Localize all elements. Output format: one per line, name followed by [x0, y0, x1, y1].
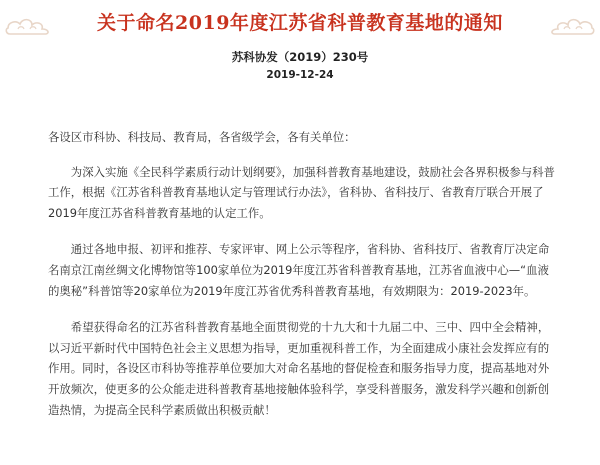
document-date: 2019-12-24 — [266, 69, 334, 81]
body-paragraph-1: 为深入实施《全民科学素质行动计划纲要》，加强科普教育基地建设，鼓励社会各界积极参与科普工作，根据《江苏省科普教育基地认定与管理试行办法》，省科协、省科技厅、省教育厅联合开展了2019年度江苏省科普教育基地的认定工作。 — [48, 164, 555, 220]
salutation: 各设区市科协、科技局、教育局，各省级学会，各有关单位： — [48, 130, 356, 144]
notice-body — [48, 127, 558, 436]
document-number: 苏科协发（2019）230号 — [231, 50, 369, 64]
cloud-ornament-icon — [544, 12, 596, 36]
body-paragraph-2: 通过各地申报、初评和推荐、专家评审、网上公示等程序，省科协、省科技厅、省教育厅决定命名南京江南丝绸文化博物馆等100家单位为2019年度江苏省科普教育基地，江苏省血液中心—“血液的奥秘”科普馆等20家单位为2019年度江苏省优秀科普教育基地，有效期限为：2019-2023年。 — [48, 242, 550, 298]
notice-title: 关于命名2019年度江苏省科普教育基地的通知 — [97, 12, 503, 34]
notice-header — [0, 0, 600, 43]
body-paragraph-3: 希望获得命名的江苏省科普教育基地全面贯彻党的十九大和十九届二中、三中、四中全会精神，以习近平新时代中国特色社会主义思想为指导，更加重视科普工作，为全面建成小康社会发挥应有的作用。同时，各设区市科协等推荐单位要加大对命名基地的督促检查和服务指导力度，提高基地对外开放频次，使更多的公众能走进科普教育基地接触体验科学，享受科普服务，激发科学兴趣和创新创造热情，为提高全民科学素质做出积极贡献！ — [48, 320, 550, 417]
